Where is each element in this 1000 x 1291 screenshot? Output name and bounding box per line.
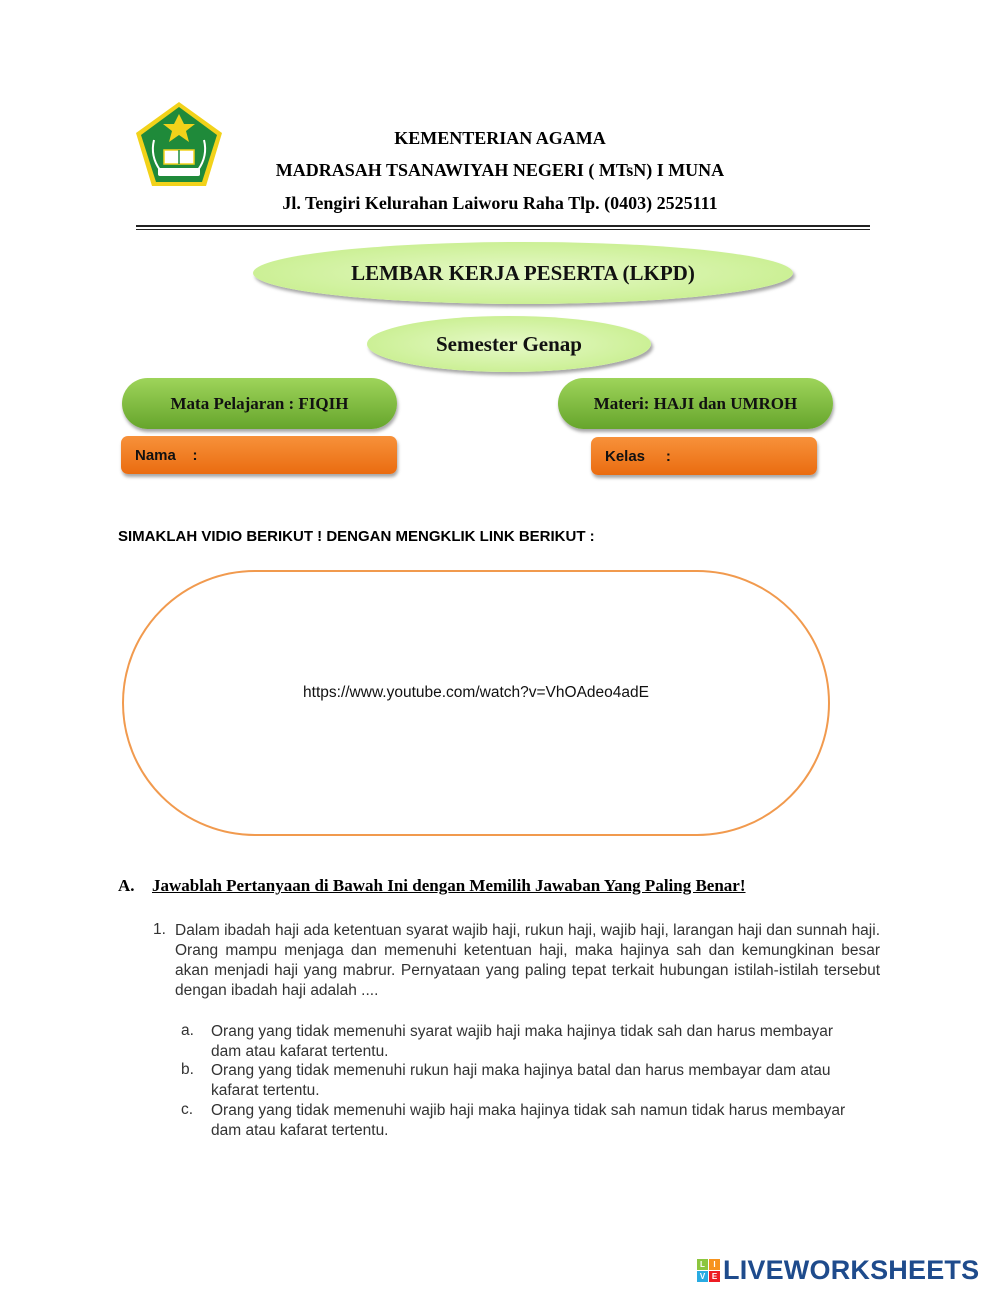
question-text: Dalam ibadah haji ada ketentuan syarat wajib haji, rukun haji, wajib haji, larangan haji dan sunnah haji. Orang mampu menjaga dan memenuhi ketentuan haji, maka hajinya sah dan kemungkinan besar akan menjadi haji yang mabrur. Pernyataan yang paling tepat terkait hubungan istilah-istilah tersebut dengan ibadah haji adalah .... xyxy=(175,922,880,999)
header-school: MADRASAH TSANAWIYAH NEGERI ( MTsN) I MUNA xyxy=(275,160,725,180)
subject-label: Mata Pelajaran : FIQIH xyxy=(122,378,397,429)
header-divider xyxy=(136,225,870,227)
option-c[interactable]: Orang yang tidak memenuhi wajib haji maka hajinya tidak sah namun tidak harus membayar dam atau kafarat tertentu. xyxy=(211,1102,846,1139)
liveworksheets-logo xyxy=(697,1255,979,1286)
option-c-letter: c. xyxy=(181,1101,194,1118)
section-letter: A. xyxy=(118,876,135,895)
header-divider-thin xyxy=(136,229,870,230)
class-field-label: Kelas : xyxy=(605,447,671,465)
section-title: Jawablah Pertanyaan di Bawah Ini dengan Memilih Jawaban Yang Paling Benar! xyxy=(152,876,746,895)
option-b-letter: b. xyxy=(181,1061,194,1078)
class-field[interactable] xyxy=(591,437,817,475)
header-address: Jl. Tengiri Kelurahan Laiworu Raha Tlp. (0403) 2525111 xyxy=(282,193,718,213)
video-link[interactable]: https://www.youtube.com/watch?v=VhOAdeo4adE xyxy=(303,684,649,701)
option-a[interactable]: Orang yang tidak memenuhi syarat wajib haji maka hajinya tidak sah dan harus membayar dam atau kafarat tertentu. xyxy=(211,1023,834,1060)
liveworksheets-icon xyxy=(697,1259,720,1282)
name-field-label: Nama : xyxy=(135,446,198,464)
logo-letter-v: V xyxy=(697,1271,708,1282)
logo-letter-e: E xyxy=(709,1271,720,1282)
question-number: 1. xyxy=(153,921,166,938)
option-b[interactable]: Orang yang tidak memenuhi rukun haji maka hajinya batal dan harus membayar dam atau kafarat tertentu. xyxy=(211,1062,831,1099)
logo-letter-i: I xyxy=(709,1259,720,1270)
video-link-box xyxy=(122,570,830,836)
header-ministry: KEMENTERIAN AGAMA xyxy=(394,128,606,148)
option-a-letter: a. xyxy=(181,1022,194,1039)
worksheet-title: LEMBAR KERJA PESERTA (LKPD) xyxy=(253,242,793,304)
video-instruction: SIMAKLAH VIDIO BERIKUT ! DENGAN MENGKLIK LINK BERIKUT : xyxy=(118,528,595,545)
name-field[interactable] xyxy=(121,436,397,474)
semester-label: Semester Genap xyxy=(367,316,651,372)
liveworksheets-wordmark: LIVEWORKSHEETS xyxy=(723,1255,980,1285)
logo-letter-l: L xyxy=(697,1259,708,1270)
material-label: Materi: HAJI dan UMROH xyxy=(558,378,833,429)
